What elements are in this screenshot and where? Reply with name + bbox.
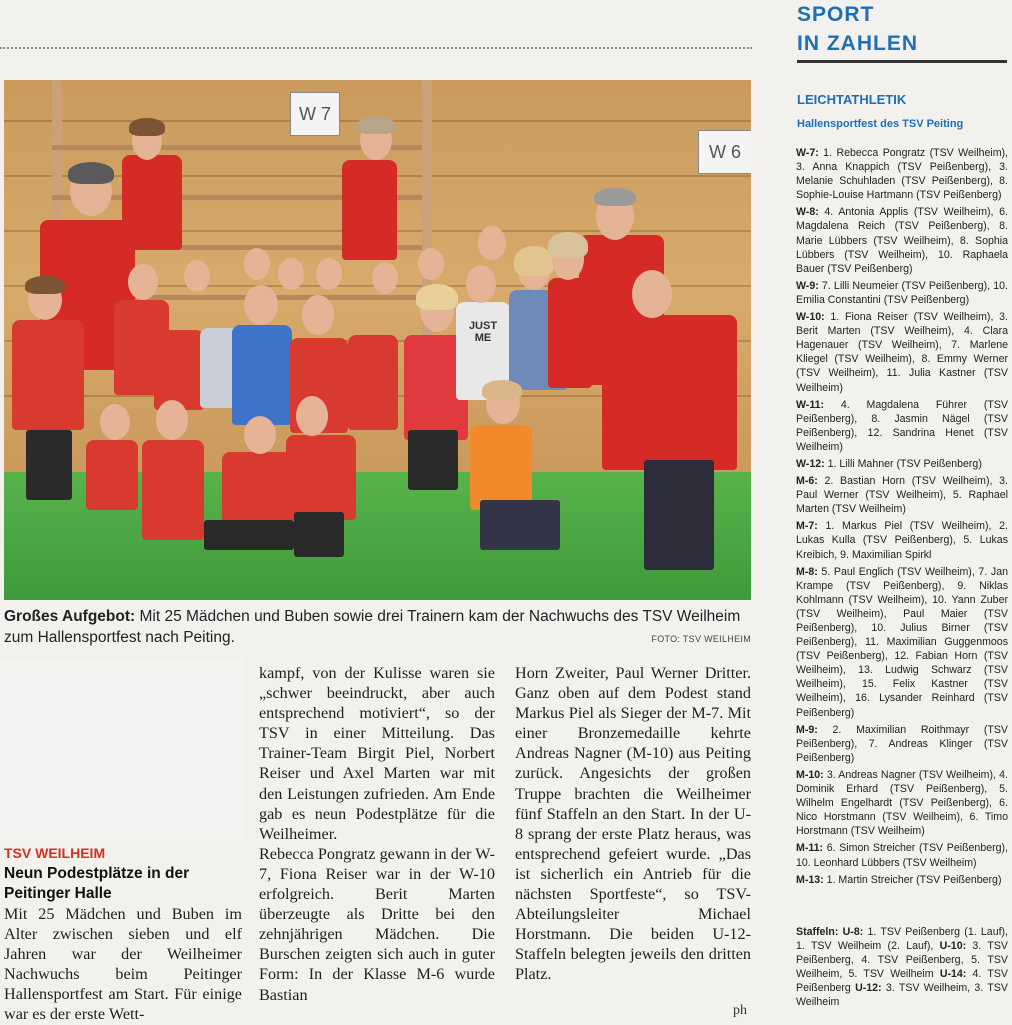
- result-entry: W-9: 7. Lilli Neumeier (TSV Peißenberg), 10. Emilia Constantini (TSV Peißenberg): [796, 279, 1008, 306]
- article-column-3: [515, 663, 751, 985]
- caption-lead: Großes Aufgebot:: [4, 608, 136, 625]
- result-entry: M-6: 2. Bastian Horn (TSV Weilheim), 3. Paul Werner (TSV Weilheim), 5. Raphael Marten (TSV Weilheim): [796, 475, 1008, 516]
- caption-text: Mit 25 Mädchen und Buben sowie drei Trainern kam der Nachwuchs des TSV Weilheim zum Hallensportfest nach Peiting.: [4, 608, 741, 646]
- sidebar-rule: [797, 60, 1007, 63]
- result-entry: W-10: 1. Fiona Reiser (TSV Weilheim), 3. Berit Marten (TSV Weilheim), 4. Clara Hagenauer (TSV Weilheim), 7. Marlene Kliegel (TSV Weilheim), 8. Emmy Werner (TSV Weilheim), 11. Julia Kastner (TSV Weilheim): [796, 311, 1008, 394]
- result-entry: M-7: 1. Markus Piel (TSV Weilheim), 2. Lukas Kulla (TSV Peißenberg), 5. Lukas Kreibich, 9. Maximilian Spirkl: [796, 520, 1008, 561]
- article-paragraph: Mit 25 Mädchen und Buben im Alter zwischen sieben und elf Jahren war der Weilheimer Nachwuchs beim Peitinger Hallensportfest am Start. Für einige war es der erste Wett-: [4, 905, 242, 1024]
- result-entry: M-8: 5. Paul Englich (TSV Weilheim), 7. Jan Krampe (TSV Peißenberg), 9. Niklas Kohlmann (TSV Weilheim), 10. Yann Zuber (TSV Weilheim), Paul Maier (TSV Peißenberg), 10. Julius Birner (TSV Peißenberg), 11. Maximilian Guggenmoos (TSV Peißenberg), 12. Fabian Horn (TSV Weilheim), 13. Ludwig Schwarz (TSV Weilheim), 15. Felix Kastner (TSV Weilheim), 16. Lysander Reinhard (TSV Peißenberg): [796, 565, 1008, 719]
- author-initials: ph: [733, 1003, 747, 1018]
- article-column-2: [259, 663, 495, 1005]
- article-kicker: TSV WEILHEIM: [4, 845, 106, 861]
- result-entry: M-11: 6. Simon Streicher (TSV Peißenberg), 10. Leonhard Lübbers (TSV Weilheim): [796, 842, 1008, 869]
- relay-results: Staffeln: U-8: 1. TSV Peißenberg (1. Lauf), 1. TSV Weilheim (2. Lauf), U-10: 3. TSV Peißenberg, 4. TSV Peißenberg, 5. TSV Weilheim, 5. TSV Weilheim U-14: 4. TSV Peißenberg U-12: 3. TSV Weilheim, 3. TSV Weilheim: [796, 926, 1008, 1009]
- article-column-1: [4, 904, 242, 1025]
- article-paragraph: kampf, von der Kulisse waren sie „schwer beeindruckt, aber auch entsprechend motiviert“, so der TSV in einer Mitteilung. Das Trainer-Team Birgit Piel, Norbert Reiser und Axel Marten war mit den Leistungen zufrieden. Am Ende gab es neun Podestplätze für die Weilheimer.: [259, 664, 495, 843]
- team-photo: [4, 80, 751, 600]
- result-entry: M-10: 3. Andreas Nagner (TSV Weilheim), 4. Dominik Erhard (TSV Peißenberg), 5. Wilhelm Engelhardt (TSV Peißenberg), 6. Nico Horstmann (TSV Weilheim), 6. Timo Horstmann (TSV Weilheim): [796, 768, 1008, 838]
- photo-credit: FOTO: TSV WEILHEIM: [651, 634, 751, 644]
- result-entry: W-8: 4. Antonia Applis (TSV Weilheim), 6. Magdalena Reich (TSV Peißenberg), 8. Marie Lübbers (TSV Weilheim), 8. Sophia Lübbers (TSV Weilheim), 10. Raphaela Bauer (TSV Peißenberg): [796, 206, 1008, 275]
- article-paragraph: Horn Zweiter, Paul Werner Dritter. Ganz oben auf dem Podest stand Markus Piel als Sieger der M-7. Mit einer Bronzemedaille kehrte Andreas Nagner (M-10) aus Peiting zurück. Angesichts der großen Truppe brachten die Weilheimer fünf Staffeln an den Start. In der U-8 sprang der erste Platz heraus, was entsprechend gefeiert wurde. „Das ist sicherlich ein Antrieb für die nächsten Sportfeste“, so TSV-Abteilungsleiter Michael Horstmann. Die beiden U-12-Staffeln belegten jeweils den dritten Platz.: [515, 664, 751, 984]
- article-paragraph: Rebecca Pongratz gewann in der W-7, Fiona Reiser war in der W-10 erfolgreich. Berit Marten überzeugte als Dritte bei den zehnjährigen Mädchen. Die Burschen zeigten sich auch in guter Form: In der Klasse M-6 wurde Bastian: [259, 844, 495, 1004]
- blank-area: [0, 660, 243, 840]
- article-headline: Neun Podestplätze in der Peitinger Halle: [4, 865, 190, 902]
- result-entry: W-11: 4. Magdalena Führer (TSV Peißenberg), 8. Jasmin Nägel (TSV Peißenberg), 12. Sandrina Henet (TSV Weilheim): [796, 398, 1008, 453]
- event-title: Hallensportfest des TSV Peiting: [797, 118, 964, 130]
- sidebar-title-line-1: SPORT: [797, 3, 875, 26]
- sidebar-title-line-2: IN ZAHLEN: [797, 32, 918, 55]
- sign-w7: W 7: [290, 92, 340, 136]
- results-list: [796, 146, 1008, 890]
- sidebar-title: [797, 0, 918, 58]
- result-entry: W-12: 1. Lilli Mahner (TSV Peißenberg): [796, 457, 982, 470]
- result-entry: M-13: 1. Martin Streicher (TSV Peißenberg): [796, 873, 1002, 886]
- result-entry: W-7: 1. Rebecca Pongratz (TSV Weilheim), 3. Anna Knappich (TSV Peißenberg), 3. Melanie Schuhladen (TSV Peißenberg), 8. Sophie-Louise Hartmann (TSV Peißenberg): [796, 147, 1008, 202]
- shirt-print: JUST ME: [468, 320, 498, 344]
- result-entry: M-9: 2. Maximilian Roithmayr (TSV Peißenberg), 7. Andreas Klinger (TSV Peißenberg): [796, 723, 1008, 764]
- section-title: LEICHTATHLETIK: [797, 92, 907, 107]
- sign-w6: W 6: [698, 130, 751, 174]
- top-dotted-rule: [0, 47, 752, 49]
